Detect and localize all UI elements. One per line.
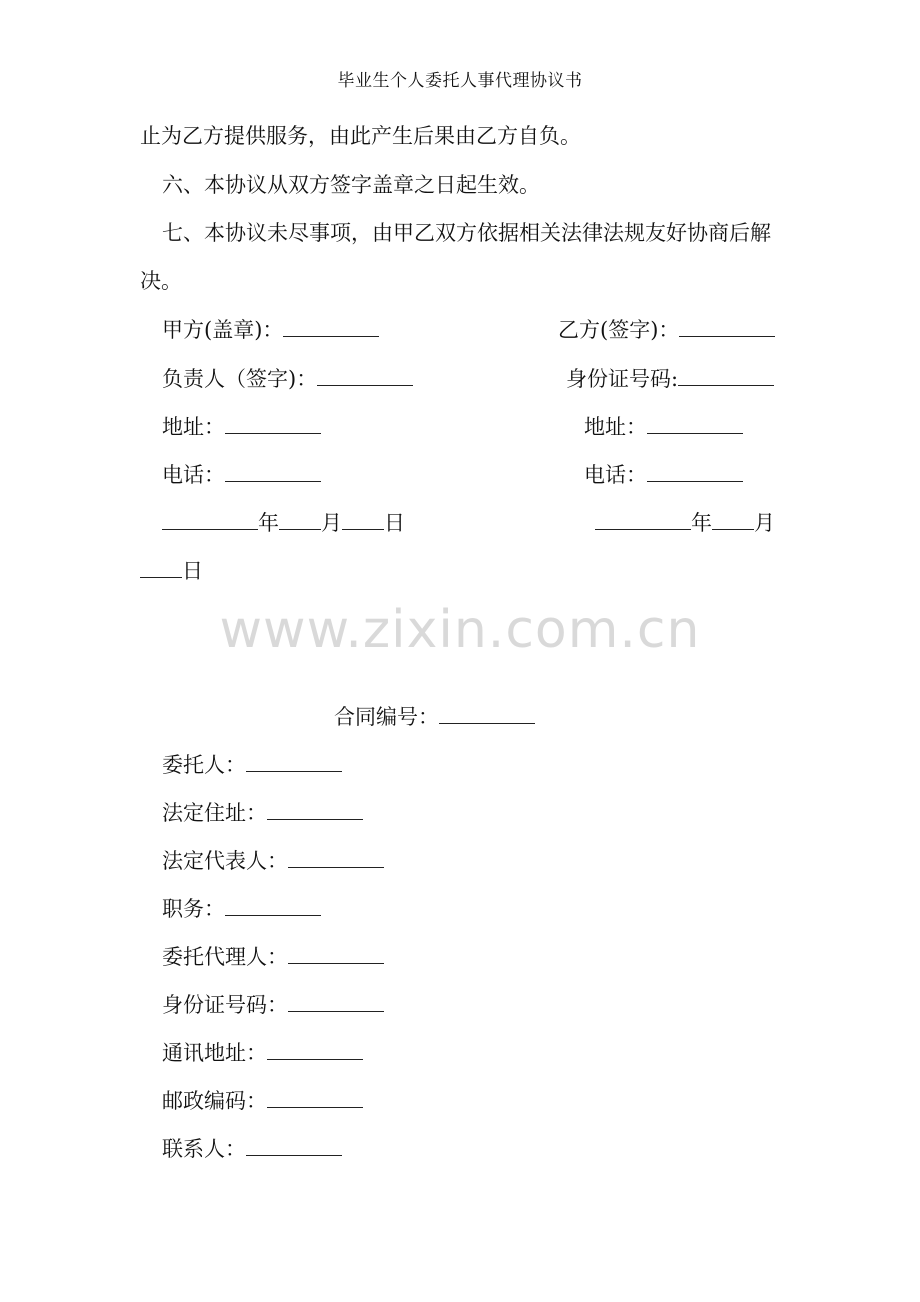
contract-field-blank[interactable] [288,991,384,1012]
date-a-day-label: 日 [384,511,405,535]
party-b-sign-field [558,316,775,344]
address-a-field [162,413,321,441]
phone-a-label: 电话： [162,463,225,487]
date-b-month-label: 月 [754,511,775,535]
date-b-day-label: 日 [182,559,203,583]
phone-b-label: 电话： [584,463,647,487]
paragraph-five-continued: 止为乙方提供服务，由此产生后果由乙方自负。 [140,124,581,148]
date-a-day-blank[interactable] [342,509,384,530]
contract-field [162,1135,342,1163]
contract-field [162,847,384,875]
contract-field [162,895,321,923]
party-b-blank[interactable] [679,316,775,337]
contract-field-blank[interactable] [267,1039,363,1060]
contract-field-blank[interactable] [267,799,363,820]
phone-b-blank[interactable] [647,461,743,482]
contract-field-blank[interactable] [267,1087,363,1108]
contract-number-field [334,703,535,731]
id-number-label: 身份证号码: [566,367,679,391]
address-a-label: 地址： [162,415,225,439]
contract-field-label: 邮政编码： [162,1089,267,1113]
address-a-blank[interactable] [225,413,321,434]
date-a-month-label: 月 [321,511,342,535]
party-b-label: 乙方(签字)： [558,318,680,342]
contract-field-label: 法定代表人： [162,849,288,873]
date-a-field [162,509,405,537]
date-b-field [595,509,775,537]
contract-field [162,1039,363,1067]
contract-field [162,943,384,971]
date-b-year-label: 年 [691,511,712,535]
party-a-blank[interactable] [283,316,379,337]
paragraph-seven-line1: 七、本协议未尽事项，由甲乙双方依据相关法律法规友好协商后解 [162,221,771,245]
date-b-day-field [140,557,203,585]
contract-field-blank[interactable] [288,847,384,868]
contract-field-label: 身份证号码： [162,993,288,1017]
contract-field-label: 法定住址： [162,801,267,825]
contract-number-label: 合同编号： [334,705,439,729]
date-b-day-blank[interactable] [140,557,182,578]
contract-field-blank[interactable] [246,1135,342,1156]
contract-number-blank[interactable] [439,703,535,724]
responsible-label: 负责人（签字)： [162,367,318,391]
id-number-blank[interactable] [678,365,774,386]
contract-field-label: 通讯地址： [162,1041,267,1065]
date-b-year-blank[interactable] [595,509,691,530]
page-header-title: 毕业生个人委托人事代理协议书 [337,71,583,91]
date-a-year-blank[interactable] [162,509,258,530]
responsible-blank[interactable] [317,365,413,386]
phone-a-field [162,461,321,489]
contract-field-label: 委托代理人： [162,945,288,969]
site-watermark: www.zixin.com.cn [219,600,701,660]
contract-field [162,751,342,779]
phone-b-field [584,461,743,489]
address-b-field [584,413,743,441]
responsible-person-field [162,365,413,393]
address-b-blank[interactable] [647,413,743,434]
paragraph-six: 六、本协议从双方签字盖章之日起生效。 [162,173,540,197]
contract-field-label: 职务： [162,897,225,921]
phone-a-blank[interactable] [225,461,321,482]
contract-field [162,1087,363,1115]
id-number-field [566,365,774,393]
contract-field-blank[interactable] [246,751,342,772]
contract-field-label: 联系人： [162,1137,246,1161]
date-a-year-label: 年 [258,511,279,535]
contract-field-label: 委托人： [162,753,246,777]
date-b-month-blank[interactable] [712,509,754,530]
contract-field [162,991,384,1019]
party-a-label: 甲方(盖章)： [162,318,284,342]
date-a-month-blank[interactable] [279,509,321,530]
address-b-label: 地址： [584,415,647,439]
contract-field-blank[interactable] [225,895,321,916]
paragraph-seven-line2: 决。 [140,269,182,293]
contract-field [162,799,363,827]
party-a-seal-field [162,316,379,344]
contract-field-blank[interactable] [288,943,384,964]
